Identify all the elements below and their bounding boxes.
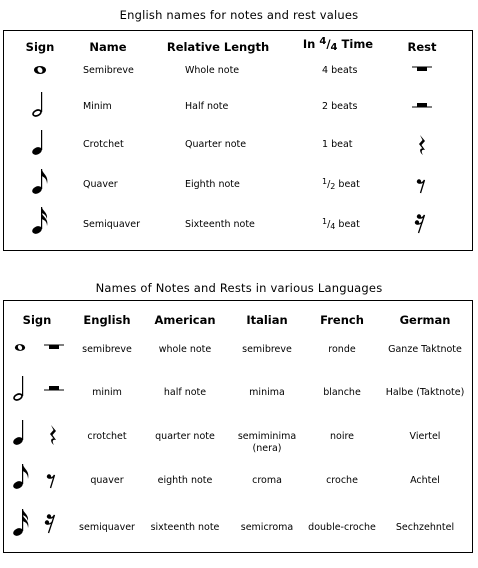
quarter-rest-icon xyxy=(48,424,58,446)
eighth-rest-icon xyxy=(46,473,56,489)
beats-cell: 1 beat xyxy=(322,139,353,150)
relative-cell: Whole note xyxy=(185,65,240,76)
beats-denominator: 4 xyxy=(330,222,336,231)
relative-cell: Half note xyxy=(185,101,229,112)
col-header-english: English xyxy=(83,313,131,327)
relative-cell: Sixteenth note xyxy=(185,219,255,230)
american-cell: sixteenth note xyxy=(150,522,220,533)
col-header-rest: Rest xyxy=(407,40,437,54)
half-rest-icon xyxy=(44,384,64,392)
beats-unit: beat xyxy=(338,219,360,230)
french-cell: croche xyxy=(326,475,358,486)
quarter-note-icon xyxy=(31,128,45,156)
german-cell: Achtel xyxy=(410,475,440,486)
italian-cell-alt: (nera) xyxy=(252,443,282,454)
sixteenth-rest-icon xyxy=(44,513,56,535)
italian-cell: semibreve xyxy=(242,344,292,355)
english-cell: semiquaver xyxy=(79,522,135,533)
italian-cell: semiminima xyxy=(237,431,297,442)
half-rest-icon xyxy=(412,101,432,109)
beats-unit: beat xyxy=(338,179,360,190)
beats-numerator: 1 xyxy=(322,217,328,226)
sixteenth-note-icon xyxy=(12,507,32,537)
half-note-icon xyxy=(12,374,26,402)
american-cell: eighth note xyxy=(157,475,213,486)
italian-cell: semicroma xyxy=(240,522,294,533)
beats-cell: 2 beats xyxy=(322,101,358,112)
col-header-sign: Sign xyxy=(22,313,52,327)
name-cell: Semiquaver xyxy=(83,219,141,230)
american-cell: half note xyxy=(163,387,207,398)
whole-note-icon xyxy=(33,65,47,75)
col-header-german: German xyxy=(399,313,451,327)
french-cell: noire xyxy=(329,431,355,442)
name-cell: Crotchet xyxy=(83,139,124,150)
quarter-rest-icon xyxy=(417,134,427,156)
col-header-sign: Sign xyxy=(25,40,55,54)
name-cell: Minim xyxy=(83,101,112,112)
sixteenth-rest-icon xyxy=(414,213,426,235)
whole-rest-icon xyxy=(44,344,64,352)
whole-rest-icon xyxy=(412,66,432,74)
half-note-icon xyxy=(31,90,45,118)
col-header-french: French xyxy=(320,313,364,327)
beats-numerator: 1 xyxy=(322,177,328,186)
languages-table xyxy=(3,300,473,553)
english-cell: semibreve xyxy=(82,344,132,355)
french-cell: double-croche xyxy=(308,522,376,533)
col-header-american: American xyxy=(154,313,216,327)
name-cell: Semibreve xyxy=(83,65,134,76)
relative-cell: Eighth note xyxy=(185,179,240,190)
german-cell: Viertel xyxy=(409,431,441,442)
american-cell: whole note xyxy=(158,344,212,355)
american-cell: quarter note xyxy=(155,431,215,442)
col-header-relative-length: Relative Length xyxy=(166,40,270,54)
french-cell: blanche xyxy=(323,387,361,398)
eighth-rest-icon xyxy=(416,178,426,194)
beats-cell: 4 beats xyxy=(322,65,358,76)
time-prefix: In xyxy=(302,37,316,51)
french-cell: ronde xyxy=(328,344,356,355)
time-denominator: 4 xyxy=(330,42,338,53)
time-numerator: 4 xyxy=(319,36,327,47)
german-cell: Sechzehntel xyxy=(395,522,455,533)
table1-title: English names for notes and rest values xyxy=(119,8,359,22)
eighth-note-icon xyxy=(31,167,51,195)
eighth-note-icon xyxy=(12,462,32,490)
relative-cell: Quarter note xyxy=(185,139,247,150)
whole-note-icon xyxy=(14,343,26,352)
beats-cell: $^1/_4$ beat xyxy=(322,217,360,231)
col-header-name: Name xyxy=(89,40,127,54)
note-values-table xyxy=(3,30,473,251)
table2-title: Names of Notes and Rests in various Languages xyxy=(95,281,383,295)
italian-cell: croma xyxy=(252,475,282,486)
italian-cell: minima xyxy=(249,387,285,398)
beats-cell: $^1/_2$ beat xyxy=(322,177,360,191)
beats-denominator: 2 xyxy=(330,182,336,191)
col-header-time: In $^4/_4$ Time xyxy=(302,36,374,53)
english-cell: crotchet xyxy=(87,431,127,442)
german-cell: Ganze Taktnote xyxy=(388,344,462,355)
english-cell: quaver xyxy=(90,475,124,486)
german-cell: Halbe (Taktnote) xyxy=(385,387,465,398)
english-cell: minim xyxy=(92,387,122,398)
name-cell: Quaver xyxy=(83,179,118,190)
sixteenth-note-icon xyxy=(31,205,51,235)
col-header-italian: Italian xyxy=(246,313,288,327)
time-suffix: Time xyxy=(341,37,374,51)
quarter-note-icon xyxy=(12,418,26,446)
